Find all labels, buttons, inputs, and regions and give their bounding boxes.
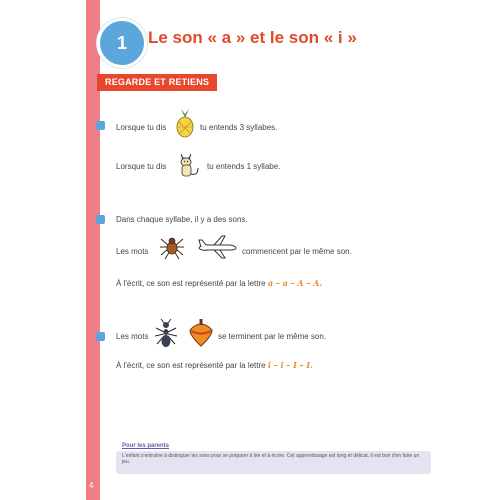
bullet-icon	[96, 215, 105, 224]
lesson-number: 1	[97, 18, 147, 68]
page-title: Le son « a » et le son « i »	[148, 28, 357, 47]
line-words-i-after: se terminent par le même son.	[218, 332, 327, 341]
line-words-a-before: Les mots	[116, 247, 149, 256]
writing-a-text: À l'écrit, ce son est représenté par la lettre	[116, 279, 266, 288]
line-cat-after: tu entends 1 syllabe.	[207, 162, 281, 171]
letters-i: i – i – I – I.	[267, 360, 313, 370]
line-cat-before: Lorsque tu dis	[116, 162, 167, 171]
spider-icon	[158, 233, 186, 261]
parents-label: Pour les parents	[122, 443, 170, 449]
bullet-icon	[96, 121, 105, 130]
cat-icon	[176, 150, 202, 178]
pineapple-icon	[174, 108, 196, 138]
ant-icon	[152, 318, 180, 350]
writing-i-text: À l'écrit, ce son est représenté par la lettre	[116, 361, 266, 370]
line-writing-i	[116, 360, 313, 370]
line-pineapple-after: tu entends 3 syllabes.	[200, 123, 278, 132]
line-words-i-before: Les mots	[116, 332, 149, 341]
spinning-top-icon	[186, 318, 216, 348]
letters-a: a – a – A – A.	[267, 278, 323, 288]
bullet-icon	[96, 332, 105, 341]
line-writing-a	[116, 278, 322, 288]
line-pineapple-before: Lorsque tu dis	[116, 123, 167, 132]
line-words-a-after: commencent par le même son.	[242, 247, 352, 256]
page-number: 4	[89, 481, 94, 490]
section-tag: REGARDE ET RETIENS	[97, 74, 217, 91]
airplane-icon	[196, 234, 238, 260]
parents-note: L'enfant s'entraîne à distinguer les sons pour se préparer à lire et à écrire. Cet apprentissage est long et délicat, il est bon d'en faire un jeu.	[116, 451, 431, 474]
line-sons-intro: Dans chaque syllabe, il y a des sons.	[116, 215, 248, 224]
